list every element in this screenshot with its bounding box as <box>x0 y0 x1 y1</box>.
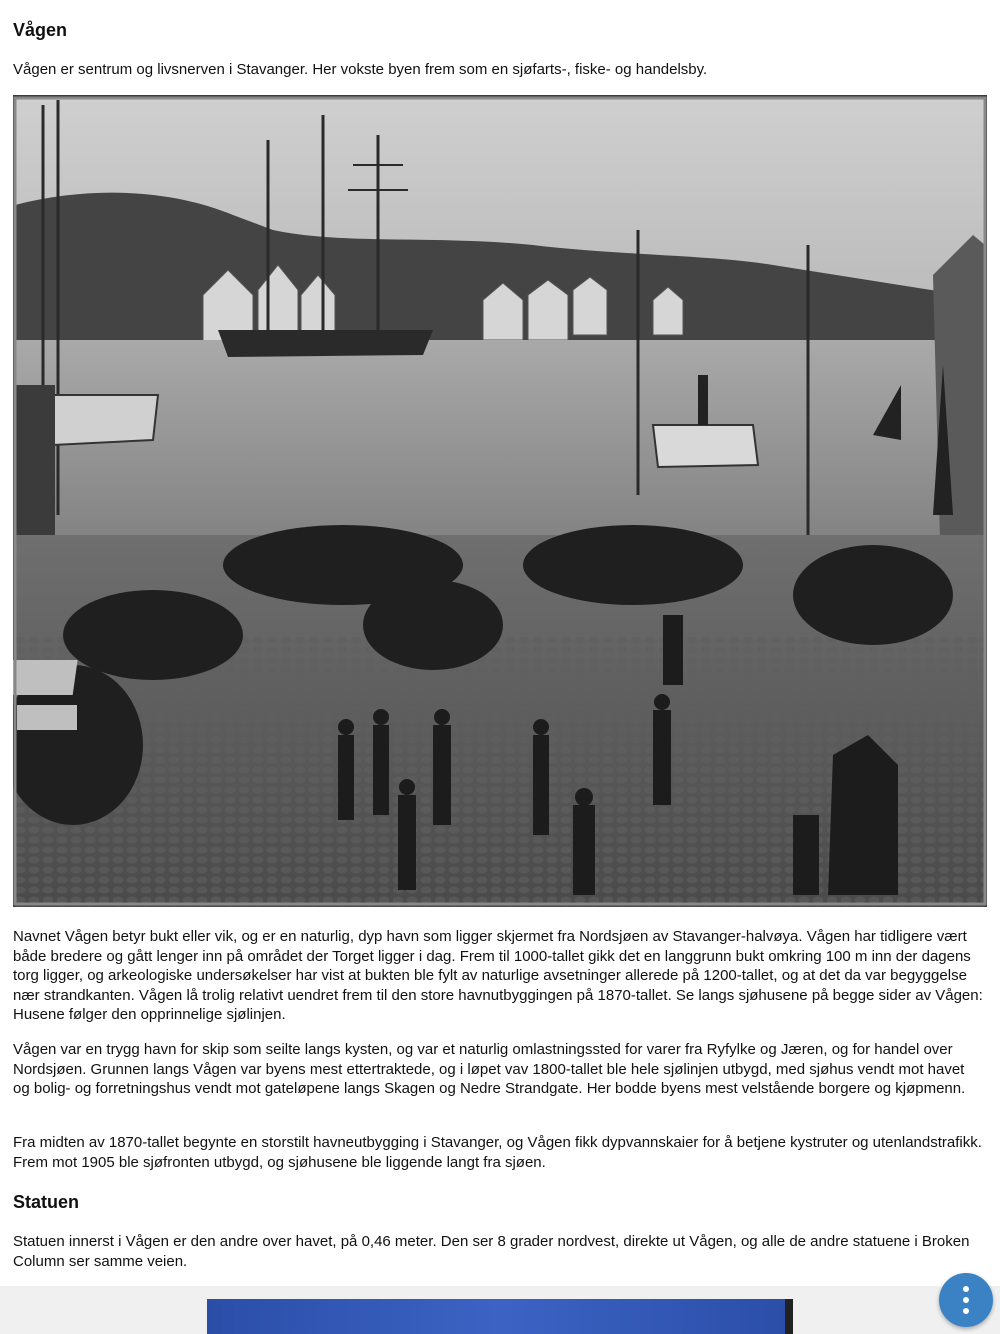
more-vertical-icon <box>963 1286 969 1292</box>
paragraph-harbor-development: Fra midten av 1870-tallet begynte en storstilt havneutbygging i Stavanger, og Vågen fikk dypvannskaier for å betjene kystruter og utenlandstrafikk. Frem mot 1905 ble sjøfronten utbygd, og sjøhusene ble liggende langt fra sjøen. <box>13 1134 982 1171</box>
more-options-button[interactable] <box>939 1273 993 1327</box>
more-vertical-icon-dot <box>963 1297 969 1303</box>
more-vertical-icon-dot <box>963 1308 969 1314</box>
next-image-preview <box>207 1299 793 1334</box>
intro-paragraph: Vågen er sentrum og livsnerven i Stavanger. Her vokste byen frem som en sjøfarts-, fiske- og handelsby. <box>13 61 708 78</box>
paragraph-safe-harbor: Vågen var en trygg havn for skip som seilte langs kysten, og var et naturlig omlastningssted for varer fra Ryfylke og Jæren, og for handel over Nordsjøen. Grunnen langs Vågen var byens mest ettertraktede, og i løpet vav 1800-tallet ble hele sjølinjen utbygd, med sjøhus vendt mot havet og bolig- og forretningshus vendt mot gateløpene langs Skagen og Nedre Strandgate. Her bodde byens mest velstående borgere og kjøpmenn. <box>13 1041 966 1097</box>
section-heading-statuen: Statuen <box>13 1192 80 1212</box>
harbor-photo <box>13 95 987 907</box>
section-heading-vagen: Vågen <box>13 20 68 40</box>
paragraph-name-origin: Navnet Vågen betyr bukt eller vik, og er en naturlig, dyp havn som ligger skjermet fra Nordsjøen av Stavanger-halvøya. Vågen har tidligere vært både bredere og gått lenger inn på området der Torget ligger i dag. Frem til 1000-tallet gikk det en langgrunn bukt omkring 100 m inn der dagens torg ligger, og arkeologiske undersøkelser har vist at bukten ble fylt av naturlige avsetninger allerede på 1200-tallet, og at det da var begyggelse nær strandkanten. Vågen lå trolig relativt uendret frem til den store havnutbyggingen på 1870-tallet. Se langs sjøhusene på begge sider av Vågen: Husene følger den opprinnelige sjølinjen. <box>13 928 983 1023</box>
statue-paragraph: Statuen innerst i Vågen er den andre over havet, på 0,46 meter. Den ser 8 grader nordvest, direkte ut Vågen, og alle de andre statuene i Broken Column ser samme veien. <box>13 1233 970 1270</box>
